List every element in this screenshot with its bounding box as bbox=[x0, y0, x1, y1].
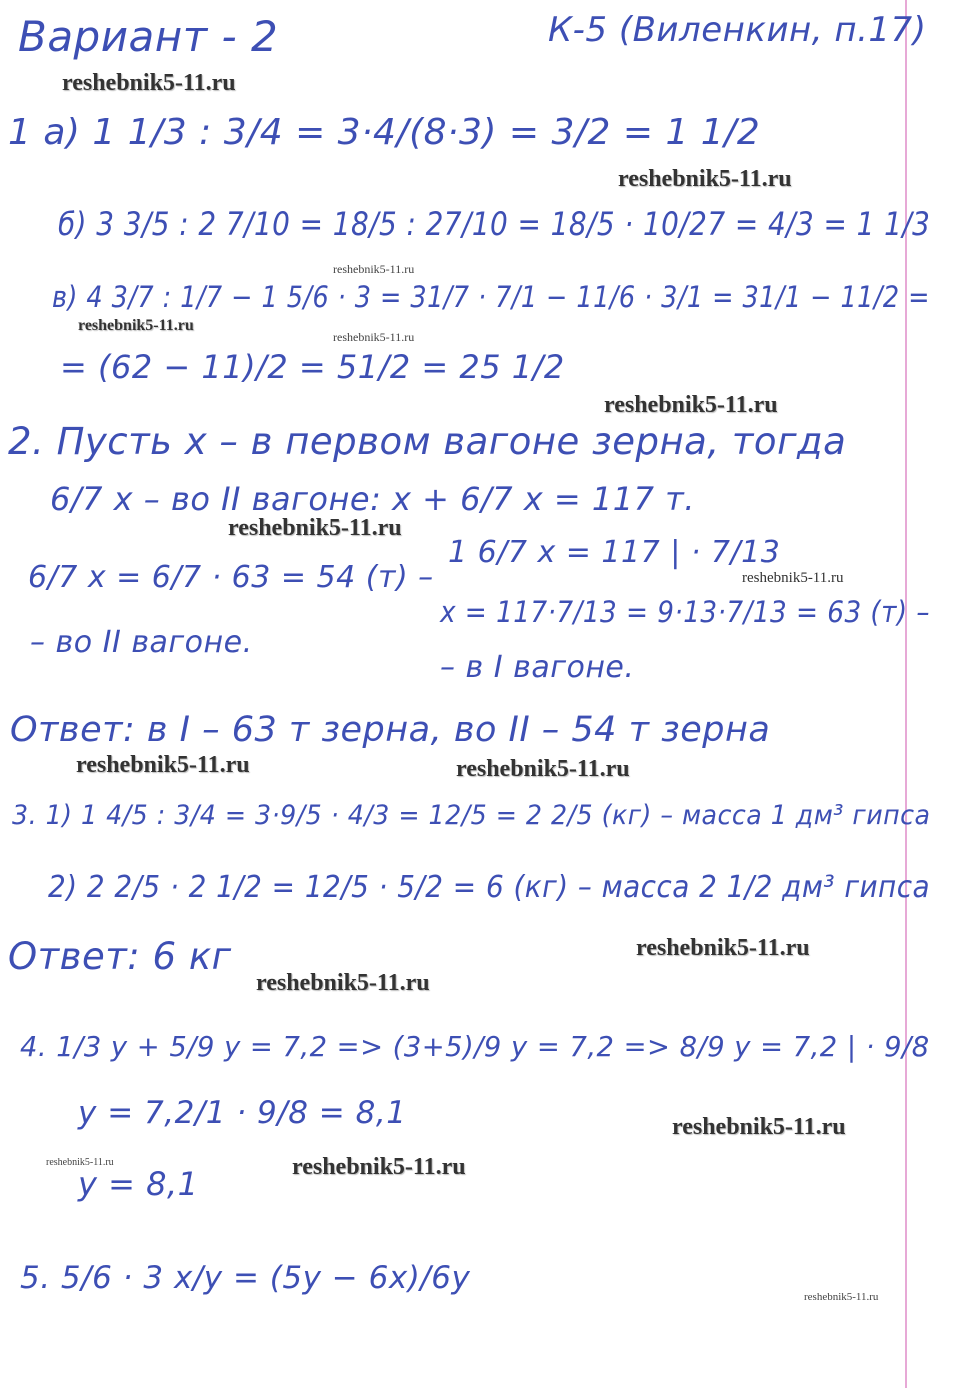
watermark: reshebnik5-11.ru bbox=[62, 70, 236, 96]
problem-2-intro: 2. Пусть x – в первом вагоне зерна, тогда bbox=[8, 420, 847, 463]
problem-2-equation: 6/7 x – во II вагоне: x + 6/7 x = 117 т. bbox=[50, 480, 695, 518]
problem-3-answer: Ответ: 6 кг bbox=[8, 935, 232, 978]
watermark: reshebnik5-11.ru bbox=[333, 262, 415, 276]
problem-2-second-wagon-label: – во II вагоне. bbox=[30, 625, 253, 660]
problem-2-multiply: 1 6/7 x = 117 | · 7/13 bbox=[448, 535, 781, 570]
problem-1v: в) 4 3/7 : 1/7 − 1 5/6 · 3 = 31/7 · 7/1 − 11/6 · 3/1 = 31/1 − 11/2 = bbox=[52, 280, 930, 314]
watermark: reshebnik5-11.ru bbox=[672, 1114, 846, 1140]
watermark: reshebnik5-11.ru bbox=[256, 970, 430, 996]
problem-1a: 1 а) 1 1/3 : 3/4 = 3·4/(8·3) = 3/2 = 1 1/2 bbox=[8, 112, 761, 153]
watermark: reshebnik5-11.ru bbox=[456, 756, 630, 782]
problem-4-result: y = 8,1 bbox=[78, 1165, 199, 1203]
watermark: reshebnik5-11.ru bbox=[292, 1154, 466, 1180]
watermark: reshebnik5-11.ru bbox=[76, 752, 250, 778]
problem-1v-result: = (62 − 11)/2 = 51/2 = 25 1/2 bbox=[60, 348, 565, 386]
watermark: reshebnik5-11.ru bbox=[804, 1291, 879, 1303]
problem-2-answer: Ответ: в I – 63 т зерна, во II – 54 т зерна bbox=[10, 710, 771, 750]
problem-4-equation: 4. 1/3 y + 5/9 y = 7,2 => (3+5)/9 y = 7,2 => 8/9 y = 7,2 | · 9/8 bbox=[20, 1030, 930, 1063]
watermark: reshebnik5-11.ru bbox=[636, 935, 810, 961]
watermark: reshebnik5-11.ru bbox=[333, 330, 415, 344]
test-heading: К-5 (Виленкин, п.17) bbox=[548, 10, 927, 50]
problem-2-second-wagon: 6/7 x = 6/7 · 63 = 54 (т) – bbox=[28, 560, 434, 595]
problem-3-step2: 2) 2 2/5 · 2 1/2 = 12/5 · 5/2 = 6 (кг) – масса 2 1/2 дм³ гипса bbox=[48, 870, 931, 905]
problem-2-first-wagon-label: – в I вагоне. bbox=[440, 650, 635, 685]
problem-4-solution: y = 7,2/1 · 9/8 = 8,1 bbox=[78, 1095, 407, 1131]
watermark: reshebnik5-11.ru bbox=[228, 515, 402, 541]
watermark: reshebnik5-11.ru bbox=[78, 317, 194, 334]
watermark: reshebnik5-11.ru bbox=[618, 166, 792, 192]
variant-heading: Вариант - 2 bbox=[18, 12, 279, 61]
problem-2-solve-x: x = 117·7/13 = 9·13·7/13 = 63 (т) – bbox=[440, 595, 931, 629]
watermark: reshebnik5-11.ru bbox=[604, 392, 778, 418]
problem-5-expression: 5. 5/6 · 3 x/y = (5y − 6x)/6y bbox=[20, 1260, 471, 1296]
watermark: reshebnik5-11.ru bbox=[46, 1157, 114, 1168]
problem-1b: б) 3 3/5 : 2 7/10 = 18/5 : 27/10 = 18/5 · 10/27 = 4/3 = 1 1/3 bbox=[58, 205, 931, 243]
watermark: reshebnik5-11.ru bbox=[742, 570, 844, 586]
problem-3-step1: 3. 1) 1 4/5 : 3/4 = 3·9/5 · 4/3 = 12/5 = 2 2/5 (кг) – масса 1 дм³ гипса bbox=[12, 800, 931, 831]
